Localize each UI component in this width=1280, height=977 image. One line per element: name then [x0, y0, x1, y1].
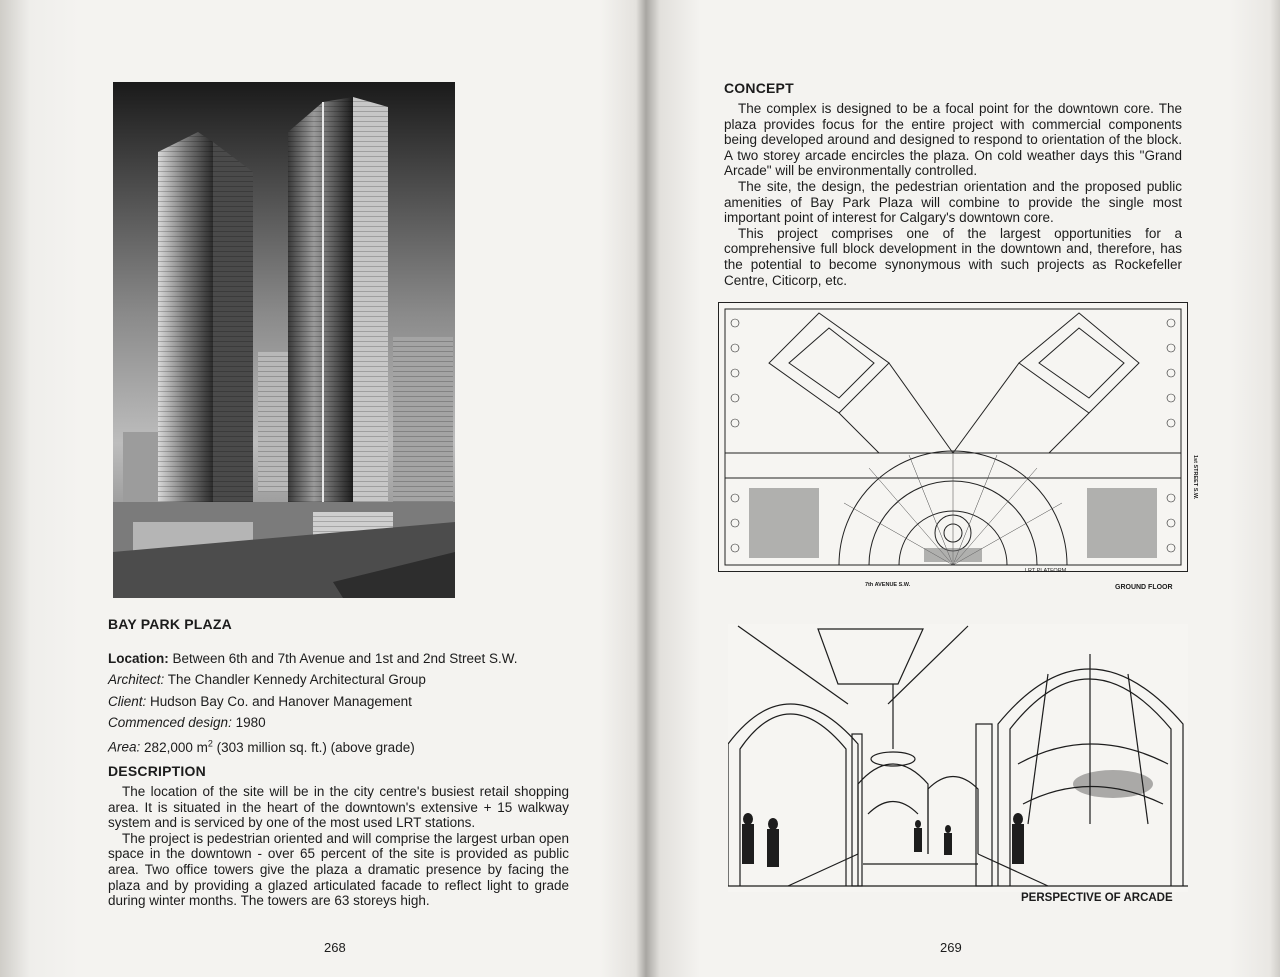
- plan-side-street-label: 1st STREET S.W.: [1192, 455, 1198, 500]
- tower-photo-illustration: [113, 82, 455, 598]
- project-title: BAY PARK PLAZA: [108, 616, 232, 632]
- architect-label: Architect:: [108, 672, 165, 688]
- description-heading: DESCRIPTION: [108, 763, 206, 779]
- architect-line: [108, 669, 578, 690]
- arcade-caption: PERSPECTIVE OF ARCADE: [1021, 892, 1173, 904]
- concept-paragraph: This project comprises one of the largest opportunities for a comprehensive full block development in the downtown and, therefore, has the potential to become synonymous with such projects as Rockefeller Centre, Citicorp, etc.: [724, 225, 1182, 288]
- project-details: [108, 648, 578, 758]
- area-line: [108, 733, 578, 758]
- plan-platform-label: LRT PLATFORM: [1025, 568, 1067, 574]
- area-value-rest: (303 million sq. ft.) (above grade): [212, 739, 415, 755]
- commenced-line: [108, 712, 578, 733]
- location-line: [108, 648, 578, 669]
- page-number-left: 268: [324, 940, 346, 955]
- plan-caption: GROUND FLOOR: [1115, 584, 1173, 591]
- tower-photo: [113, 82, 455, 598]
- description-text: [108, 784, 569, 909]
- floor-plan-drawing: [719, 303, 1187, 571]
- location-value: Between 6th and 7th Avenue and 1st and 2nd Street S.W.: [172, 651, 518, 666]
- ground-floor-plan: [718, 302, 1188, 572]
- plan-street-label: 7th AVENUE S.W.: [865, 582, 911, 588]
- area-label: Area:: [108, 739, 141, 755]
- arcade-perspective: [728, 624, 1188, 892]
- client-line: [108, 691, 578, 712]
- client-label: Client:: [108, 693, 147, 709]
- description-paragraph: The project is pedestrian oriented and will comprise the largest urban open space in the downtown - over 65 percent of the site is provided as public area. Two office towers give the plaza a dramatic presence by facing the plaza and by providing a glazed articulated facade to reflect light to grade during winter months. The towers are 63 storeys high.: [108, 830, 569, 909]
- description-paragraph: The location of the site will be in the city centre's busiest retail shopping area. It is situated in the heart of the downtown's extensive + 15 walkway system and is serviced by one of the most used LRT stations.: [108, 784, 569, 831]
- page-number-right: 269: [940, 940, 962, 955]
- client-value: Hudson Bay Co. and Hanover Management: [150, 693, 412, 709]
- area-unit-superscript: 2: [207, 738, 213, 749]
- concept-paragraph: The site, the design, the pedestrian orientation and the proposed public amenities of Bay Park Plaza will combine to provide the single most important point of interest for Calgary's downtown core.: [724, 178, 1182, 226]
- area-value: [144, 740, 415, 755]
- concept-text: [724, 101, 1182, 288]
- concept-heading: CONCEPT: [724, 80, 794, 96]
- commenced-label: Commenced design:: [108, 714, 232, 730]
- architect-value: The Chandler Kennedy Architectural Group: [167, 672, 426, 688]
- concept-paragraph: The complex is designed to be a focal point for the downtown core. The plaza provides focus for the entire project with commercial components being developed around and designed to respond to orientation of the block. A two storey arcade encircles the plaza. On cold weather days this "Grand Arcade" will be environmentally controlled.: [724, 101, 1182, 179]
- commenced-value: 1980: [235, 714, 266, 730]
- area-value-main: 282,000 m: [144, 739, 208, 755]
- location-label: Location:: [108, 651, 169, 666]
- arcade-drawing: [728, 624, 1188, 892]
